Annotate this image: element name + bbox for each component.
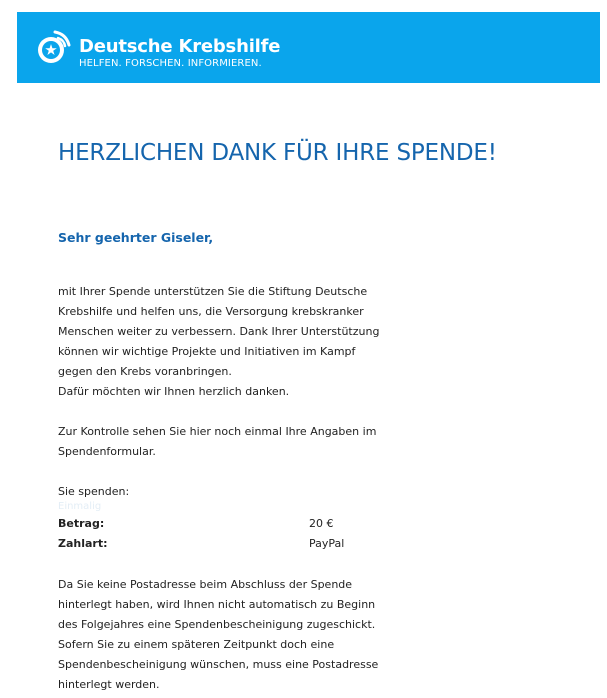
detail-row-amount — [58, 514, 358, 534]
header-banner — [17, 12, 600, 83]
page-title: HERZLICHEN DANK FÜR IHRE SPENDE! — [58, 140, 497, 166]
brand-tagline: HELFEN. FORSCHEN. INFORMIEREN. — [79, 58, 262, 69]
detail-value: 20 € — [309, 517, 334, 530]
postal-line: hinterlegt haben, wird Ihnen nicht automatisch zu Beginn — [58, 598, 376, 611]
intro-line: Dafür möchten wir Ihnen herzlich danken. — [58, 385, 290, 398]
postal-line: Sofern Sie zu einem späteren Zeitpunkt doch eine — [58, 638, 335, 651]
greeting: Sehr geehrter Giseler, — [58, 230, 214, 245]
detail-label: Betrag: — [58, 517, 105, 530]
intro-line: mit Ihrer Spende unterstützen Sie die Stiftung Deutsche — [58, 285, 368, 298]
sun-star-logo-icon[interactable] — [33, 28, 73, 68]
postal-paragraph — [58, 575, 403, 695]
intro-line: können wir wichtige Projekte und Initiativen im Kampf — [58, 345, 356, 358]
you-donate-label: Sie spenden: — [58, 485, 130, 498]
brand-name: Deutsche Krebshilfe — [79, 36, 281, 57]
intro-line: Krebshilfe und helfen uns, die Versorgung krebskranker — [58, 305, 364, 318]
detail-row-payment — [58, 534, 358, 554]
postal-line: Da Sie keine Postadresse beim Abschluss der Spende — [58, 578, 353, 591]
donation-frequency-label: Einmalig — [58, 501, 102, 512]
postal-line: des Folgejahres eine Spendenbescheinigung zugeschickt. — [58, 618, 376, 631]
postal-line: hinterlegt werden. — [58, 678, 160, 691]
check-paragraph: Zur Kontrolle sehen Sie hier noch einmal Ihre Angaben im Spendenformular. — [58, 425, 377, 458]
detail-value: PayPal — [309, 537, 345, 550]
intro-line: gegen den Krebs voranbringen. — [58, 365, 232, 378]
intro-line: Menschen weiter zu verbessern. Dank Ihrer Unterstützung — [58, 325, 380, 338]
intro-paragraph — [58, 282, 403, 402]
detail-label: Zahlart: — [58, 537, 108, 550]
postal-line: Spendenbescheinigung wünschen, muss eine Postadresse — [58, 658, 379, 671]
